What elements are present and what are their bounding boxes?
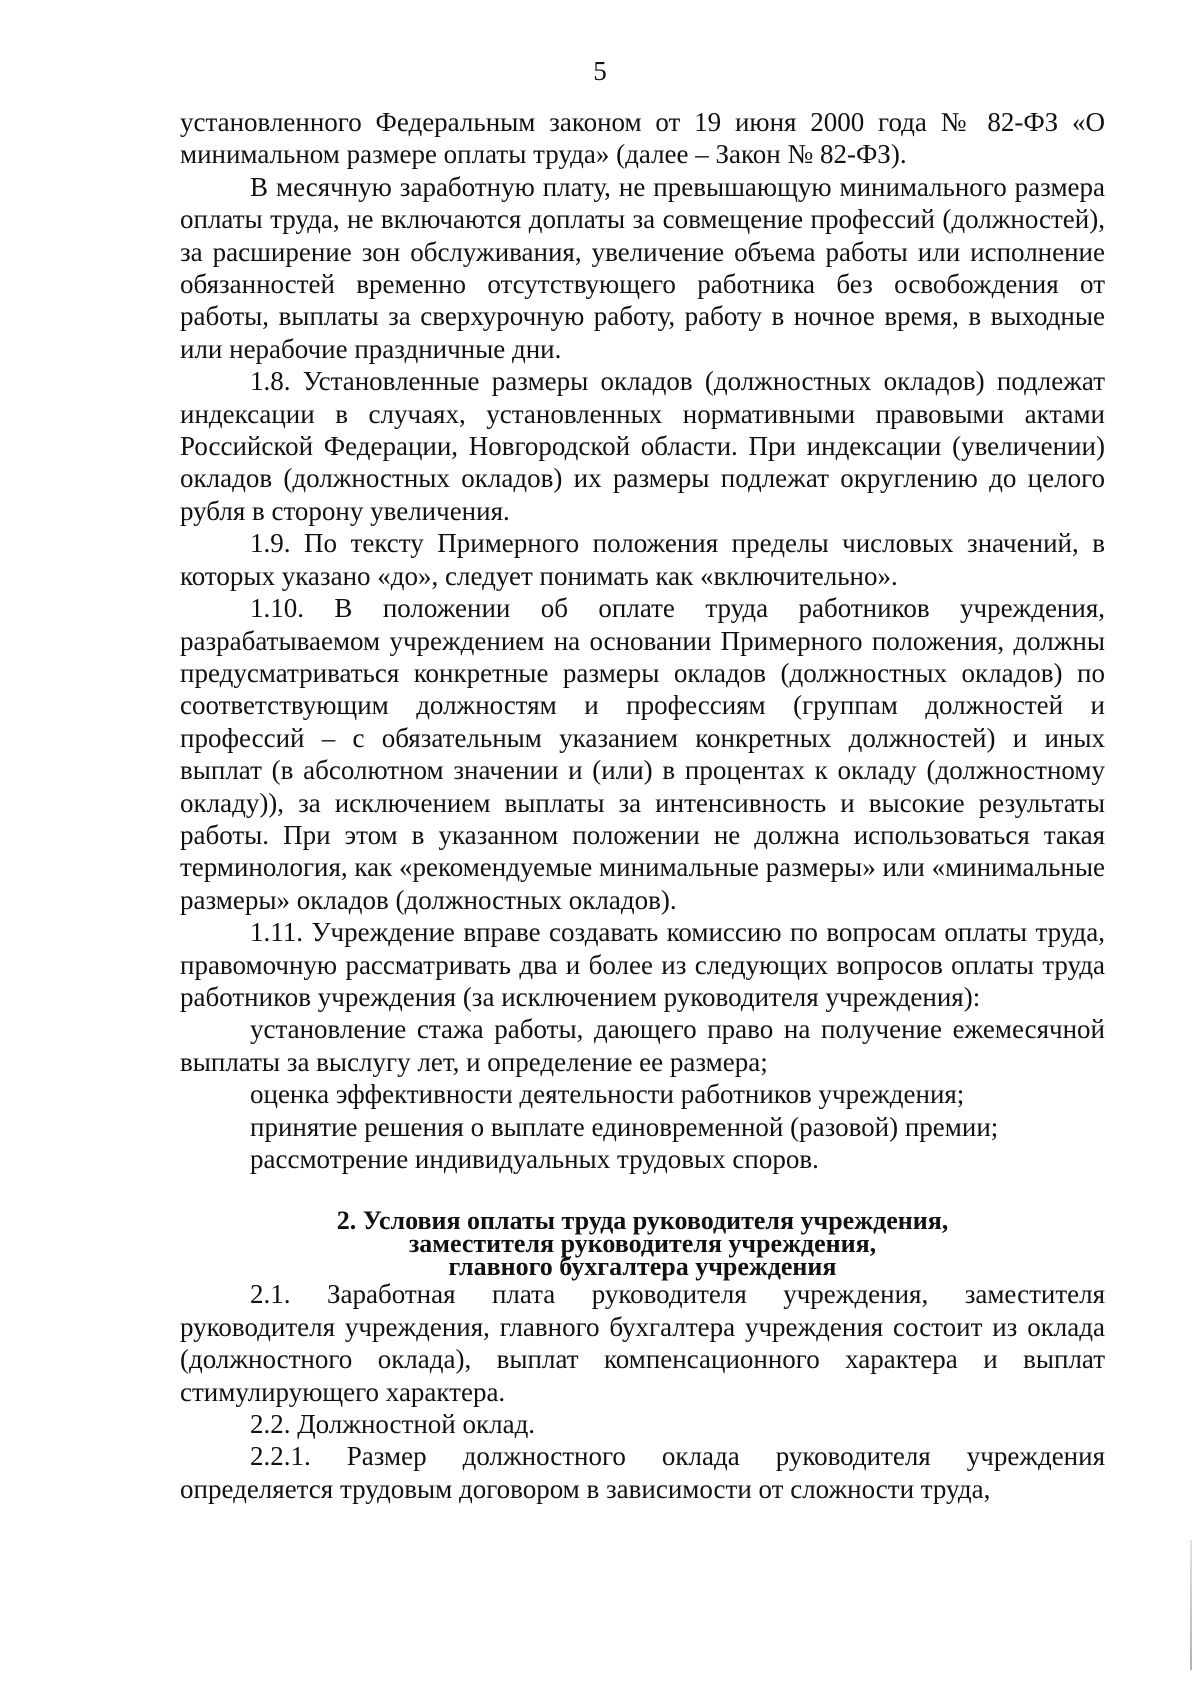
scan-edge-mark: [1190, 1540, 1192, 1670]
paragraph: принятие решения о выплате единовременной (разовой) премии;: [250, 1111, 999, 1142]
section-heading-line: главного бухгалтера учреждения: [448, 1252, 837, 1282]
paragraph: установление стажа работы, дающего право на получение ежемесячной выплаты за выслугу лет, и определение ее размера;: [180, 1014, 1105, 1077]
paragraph: 1.10. В положении об оплате труда работников учреждения, разрабатываемом учреждением на основании Примерного положения, должны предусматриваться конкретные размеры окладов (должностных окладов) по соответствующим должностям и профессиям (группам должностей и профессий – с обязательным указанием конкретных должностей) и иных выплат (в абсолютном значении и (или) в процентах к окладу (должностному окладу)), за исключением выплаты за интенсивность и высокие результаты работы. При этом в указанном положении не должна использоваться такая терминология, как «рекомендуемые минимальные размеры» или «минимальные размеры» окладов (должностных окладов).: [180, 593, 1105, 915]
paragraph: рассмотрение индивидуальных трудовых споров.: [250, 1144, 819, 1174]
paragraph: 2.2.1. Размер должностного оклада руководителя учреждения определяется трудовым договором в зависимости от сложности труда,: [180, 1441, 1105, 1504]
section-heading-line: заместителя руководителя учреждения,: [408, 1229, 877, 1259]
paragraphs-before-heading: [180, 106, 1105, 1175]
paragraph: 2.2. Должностной оклад.: [250, 1409, 536, 1440]
paragraph: установленного Федеральным законом от 19 июня 2000 года № 82-ФЗ «О минимальном размере оплаты труда» (далее – Закон № 82-ФЗ).: [180, 107, 1105, 170]
paragraph: 2.1. Заработная плата руководителя учреждения, заместителя руководителя учреждения, главного бухгалтера учреждения состоит из оклада (должностного оклада), выплат компенсационного характера и выплат стимулирующего характера.: [180, 1279, 1105, 1407]
page-number: 5: [593, 56, 607, 86]
section-heading-line: 2. Условия оплаты труда руководителя учреждения,: [336, 1206, 949, 1236]
section-heading: [180, 1206, 1105, 1282]
paragraph: 1.9. По тексту Примерного положения пределы числовых значений, в которых указано «до», следует понимать как «включительно».: [180, 528, 1105, 591]
paragraph: В месячную заработную плату, не превышающую минимального размера оплаты труда, не включаются доплаты за совмещение профессий (должностей), за расширение зон обслуживания, увеличение объема работы или исполнение обязанностей временно отсутствующего работника без освобождения от работы, выплаты за сверхурочную работу, работу в ночное время, в выходные или нерабочие праздничные дни.: [180, 171, 1105, 364]
document-body: [180, 106, 1105, 1505]
paragraph: 1.8. Установленные размеры окладов (должностных окладов) подлежат индексации в случаях, установленных нормативными правовыми актами Российской Федерации, Новгородской области. При индексации (увеличении) окладов (должностных окладов) их размеры подлежат округлению до целого рубля в сторону увеличения.: [180, 366, 1105, 526]
paragraph: оценка эффективности деятельности работников учреждения;: [250, 1079, 965, 1110]
paragraphs-after-heading: [180, 1278, 1105, 1505]
paragraph: 1.11. Учреждение вправе создавать комиссию по вопросам оплаты труда, правомочную рассматривать два и более из следующих вопросов оплаты труда работников учреждения (за исключением руководителя учреждения):: [180, 917, 1105, 1012]
